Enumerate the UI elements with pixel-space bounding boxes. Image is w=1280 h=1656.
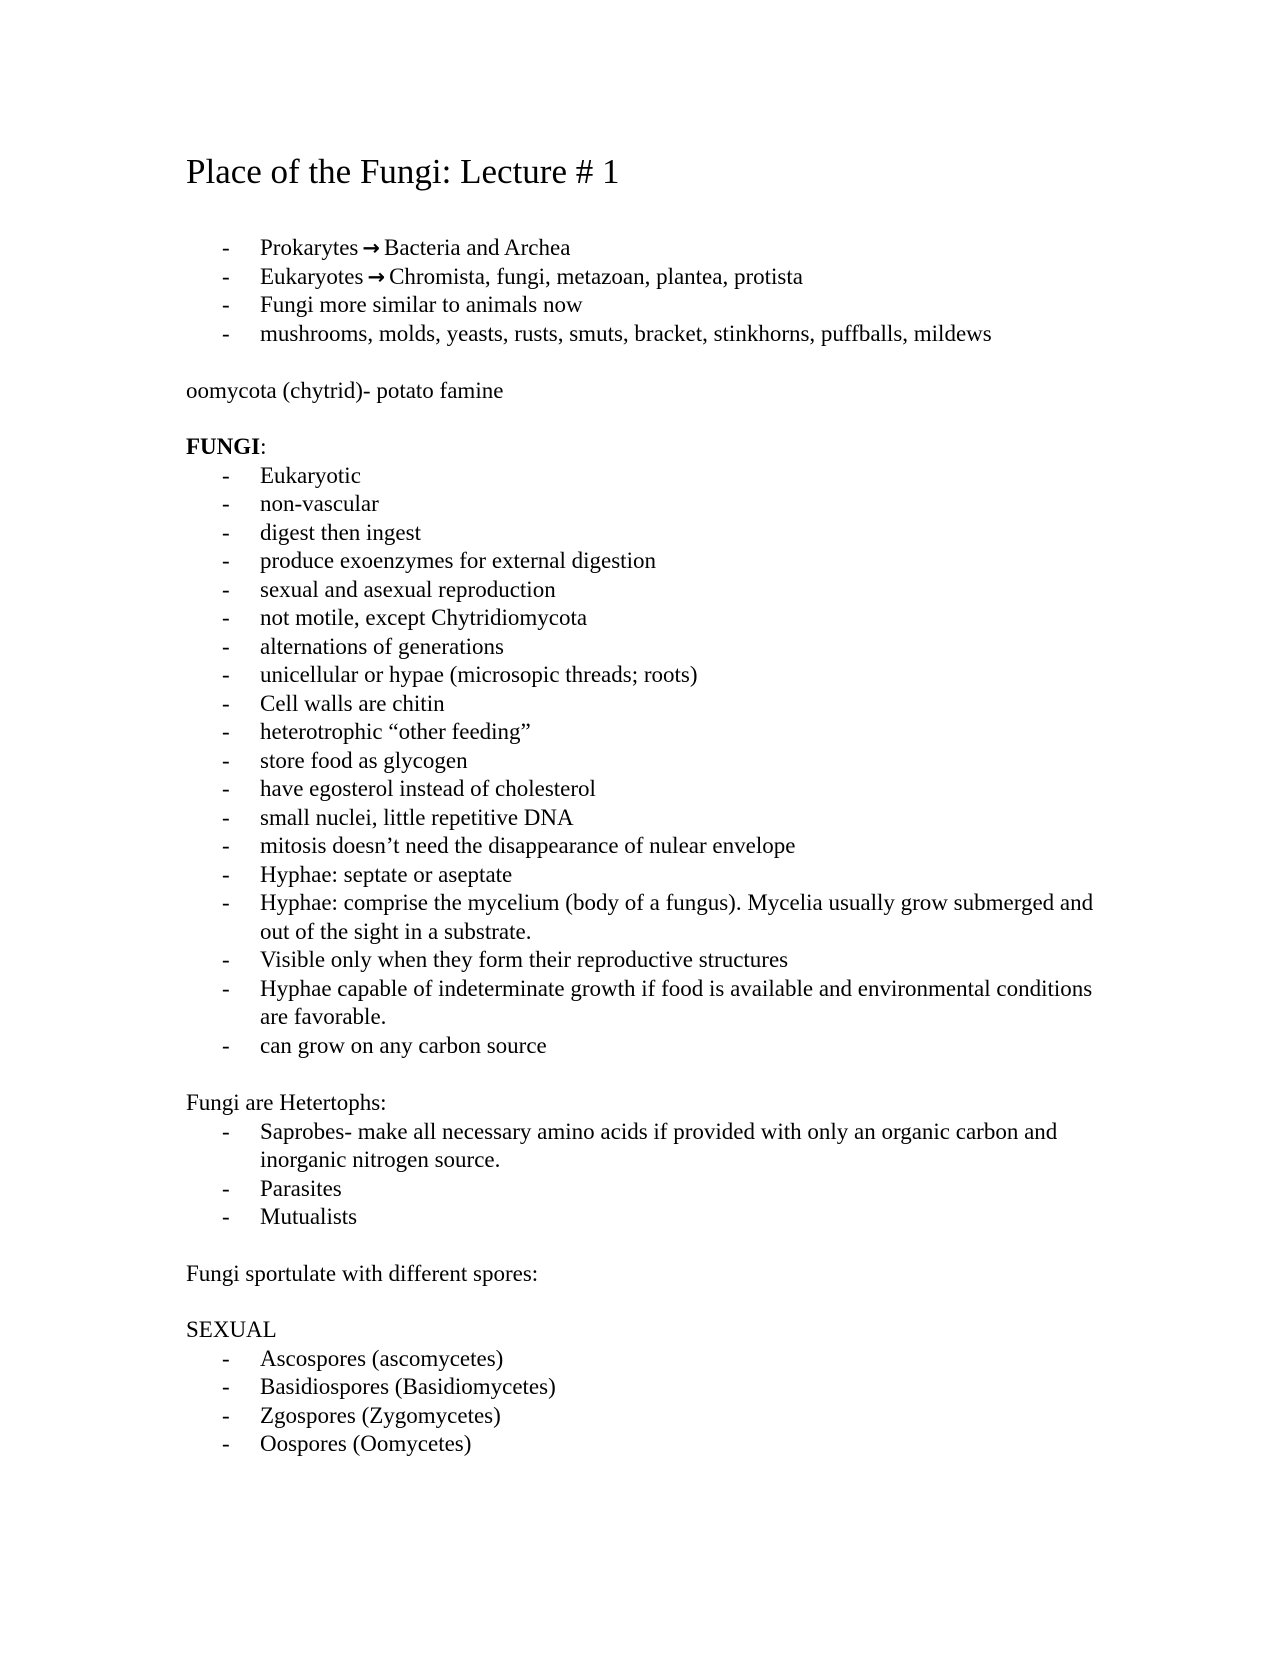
list-item	[186, 661, 1126, 690]
dash-bullet: -	[222, 576, 230, 602]
dash-bullet: -	[222, 633, 230, 659]
dash-bullet: -	[222, 947, 230, 972]
dash-bullet: -	[222, 975, 230, 1001]
list-item-text: heterotrophic “other feeding”	[260, 719, 531, 744]
list-item	[186, 604, 1126, 633]
dash-bullet: -	[222, 833, 230, 858]
dash-bullet: -	[222, 1204, 230, 1229]
dash-bullet: -	[222, 519, 230, 545]
list-item-text: Cell walls are chitin	[260, 690, 445, 716]
dash-bullet: -	[222, 890, 230, 915]
list-item-text: Basidiospores (Basidiomycetes)	[260, 1374, 556, 1399]
dash-bullet: -	[222, 719, 230, 744]
list-item-text: Bacteria and Archea	[383, 235, 571, 260]
dash-bullet: -	[222, 320, 230, 346]
list-item	[186, 1402, 1126, 1431]
intro-list	[186, 234, 1126, 348]
list-item	[186, 576, 1126, 605]
list-item-text: Ascospores (ascomycetes)	[260, 1345, 504, 1371]
list-item	[186, 490, 1126, 519]
fungi-heading-colon: :	[260, 434, 267, 459]
list-item	[186, 747, 1126, 776]
list-item-text: Eukaryotes	[260, 263, 364, 289]
dash-bullet: -	[222, 1032, 230, 1058]
sexual-spores-list	[186, 1345, 1126, 1459]
list-item-text: Fungi more similar to animals now	[260, 292, 583, 317]
list-item	[186, 718, 1126, 747]
list-item	[186, 1345, 1126, 1374]
dash-bullet: -	[222, 662, 230, 687]
list-item-text: mushrooms, molds, yeasts, rusts, smuts, bracket, stinkhorns, puffballs, mildews	[260, 320, 992, 346]
spores-heading: Fungi sportulate with different spores:	[186, 1261, 539, 1286]
list-item-text: Prokarytes	[260, 235, 359, 260]
spores-section	[186, 1260, 1126, 1289]
dash-bullet: -	[222, 263, 230, 289]
fungi-section	[186, 433, 1126, 1060]
list-item-text: not motile, except Chytridiomycota	[260, 605, 588, 630]
dash-bullet: -	[222, 861, 230, 887]
list-item-text: digest then ingest	[260, 519, 421, 545]
list-item-text: Eukaryotic	[260, 462, 361, 488]
list-item	[186, 633, 1126, 662]
sexual-section	[186, 1316, 1126, 1459]
list-item	[186, 1430, 1126, 1459]
list-item-text: unicellular or hypae (microsopic threads; roots)	[260, 662, 698, 687]
intro-section	[186, 234, 1126, 348]
dash-bullet: -	[222, 548, 230, 573]
list-item	[186, 946, 1126, 975]
list-item-text: Oospores (Oomycetes)	[260, 1431, 472, 1456]
list-item-text: small nuclei, little repetitive DNA	[260, 804, 574, 830]
dash-bullet: -	[222, 1402, 230, 1428]
dash-bullet: -	[222, 462, 230, 488]
list-item-text: Visible only when they form their reproductive structures	[260, 947, 789, 972]
list-item	[186, 291, 1126, 320]
dash-bullet: -	[222, 491, 230, 516]
list-item-text: alternations of generations	[260, 633, 504, 659]
dash-bullet: -	[222, 292, 230, 317]
list-item-text: produce exoenzymes for external digestion	[260, 548, 656, 573]
fungi-list	[186, 462, 1126, 1061]
list-item	[186, 1203, 1126, 1232]
sexual-heading: SEXUAL	[186, 1317, 277, 1342]
list-item	[186, 1118, 1126, 1175]
heterotrophs-list	[186, 1118, 1126, 1232]
dash-bullet: -	[222, 235, 230, 260]
list-item-text: Hyphae: comprise the mycelium (body of a fungus). Mycelia usually grow submerged and out of the sight in a substrate.	[260, 890, 1094, 944]
list-item	[186, 1175, 1126, 1204]
list-item	[186, 263, 1126, 292]
oomycota-section	[186, 377, 1126, 406]
fungi-heading	[186, 433, 1126, 462]
list-item-text: Parasites	[260, 1175, 342, 1201]
list-item-text: non-vascular	[260, 491, 379, 516]
dash-bullet: -	[222, 605, 230, 630]
list-item	[186, 889, 1126, 946]
list-item	[186, 320, 1126, 349]
page-title: Place of the Fungi: Lecture # 1	[186, 152, 620, 191]
list-item-text: Chromista, fungi, metazoan, plantea, protista	[389, 263, 803, 289]
list-item-text: Hyphae capable of indeterminate growth if food is available and environmental conditions are favorable.	[260, 975, 1093, 1029]
list-item	[186, 975, 1126, 1032]
list-item	[186, 519, 1126, 548]
oomycota-note: oomycota (chytrid)- potato famine	[186, 378, 504, 403]
list-item	[186, 547, 1126, 576]
dash-bullet: -	[222, 776, 230, 801]
dash-bullet: -	[222, 1431, 230, 1456]
list-item	[186, 832, 1126, 861]
dash-bullet: -	[222, 690, 230, 716]
list-item	[186, 1032, 1126, 1061]
dash-bullet: -	[222, 1345, 230, 1371]
list-item	[186, 690, 1126, 719]
list-item	[186, 462, 1126, 491]
list-item-text: sexual and asexual reproduction	[260, 576, 556, 602]
fungi-heading-text: FUNGI	[186, 434, 261, 459]
dash-bullet: -	[222, 747, 230, 773]
dash-bullet: -	[222, 1118, 230, 1144]
dash-bullet: -	[222, 804, 230, 830]
list-item-text: can grow on any carbon source	[260, 1032, 547, 1058]
list-item	[186, 234, 1126, 263]
list-item-text: Mutualists	[260, 1204, 358, 1229]
list-item	[186, 804, 1126, 833]
list-item-text: have egosterol instead of cholesterol	[260, 776, 596, 801]
list-item-text: Saprobes- make all necessary amino acids if provided with only an organic carbon and inorganic nitrogen source.	[260, 1118, 1058, 1172]
list-item-text: mitosis doesn’t need the disappearance of nulear envelope	[260, 833, 796, 858]
list-item	[186, 775, 1126, 804]
heterotrophs-section	[186, 1089, 1126, 1232]
heterotrophs-heading: Fungi are Hetertophs:	[186, 1090, 387, 1115]
dash-bullet: -	[222, 1175, 230, 1201]
arrow-right-icon: →	[367, 264, 386, 289]
list-item-text: Zgospores (Zygomycetes)	[260, 1402, 501, 1428]
dash-bullet: -	[222, 1374, 230, 1399]
arrow-right-icon: →	[362, 236, 380, 260]
list-item	[186, 1373, 1126, 1402]
list-item	[186, 861, 1126, 890]
list-item-text: store food as glycogen	[260, 747, 468, 773]
list-item-text: Hyphae: septate or aseptate	[260, 861, 513, 887]
